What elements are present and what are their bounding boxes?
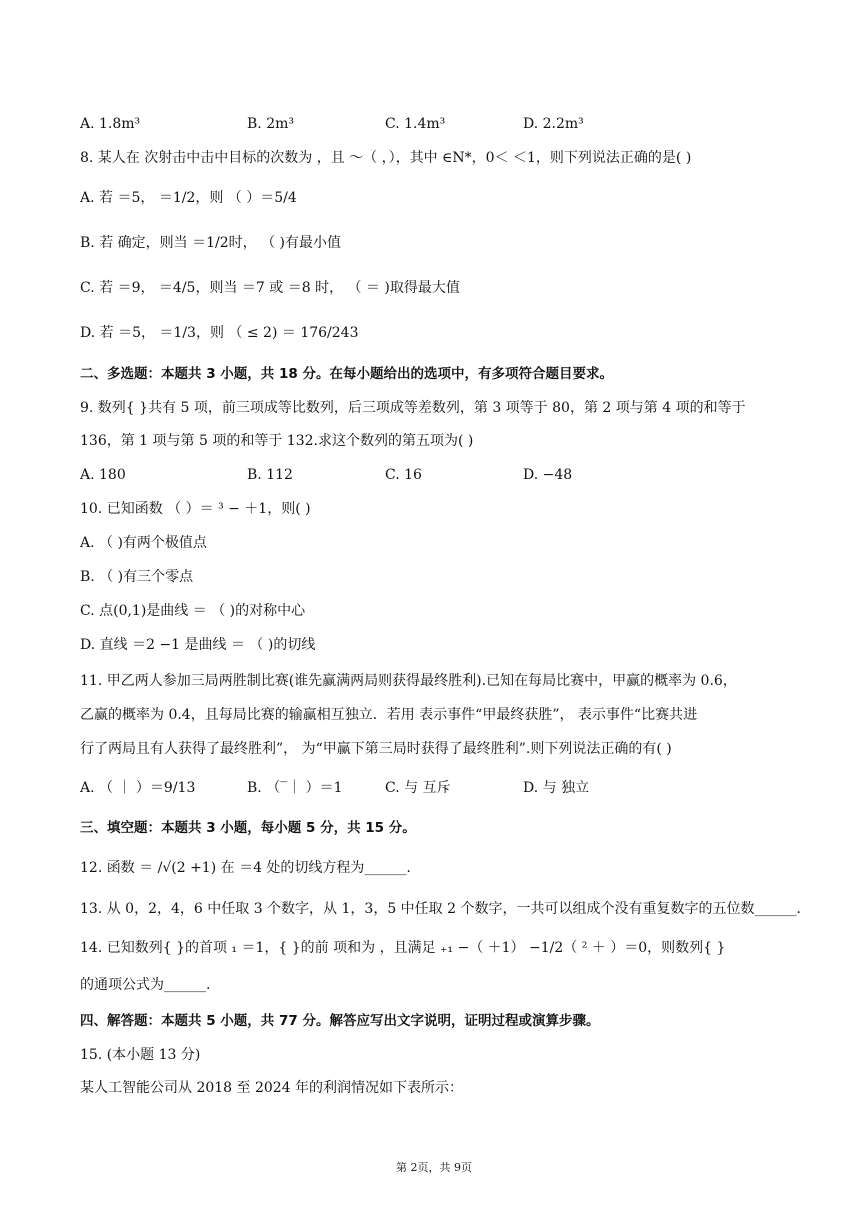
- q15-text: 某人工智能公司从 2018 至 2024 年的利润情况如下表所示：: [80, 1080, 464, 1096]
- q11-option-c: C. 与 互斥: [385, 780, 451, 796]
- q15-heading: 15. (本小题 13 分): [80, 1047, 201, 1063]
- q9-option-d: D. −48: [523, 467, 573, 483]
- q12-text: 12. 函数 ＝ /√(2 +1) 在 ＝4 处的切线方程为______.: [80, 860, 411, 876]
- q11-option-d: D. 与 独立: [523, 780, 590, 796]
- section-multiple-choice-heading: 二、多选题：本题共 3 小题，共 18 分。在每小题给出的选项中，有多项符合题目要求。: [80, 366, 613, 382]
- q11-line-3: 行了两局且有人获得了最终胜利”， 为“甲赢下第三局时获得了最终胜利”.则下列说法正确的有( ): [80, 741, 672, 757]
- q9-option-c: C. 16: [385, 467, 422, 483]
- q10-stem: 10. 已知函数 （ ）＝ ³ − ＋1，则( ): [80, 501, 311, 517]
- q10-option-a: A. （ )有两个极值点: [80, 535, 207, 551]
- q14-line-2: 的通项公式为______.: [80, 977, 211, 993]
- q9-option-a: A. 180: [80, 467, 126, 483]
- q14-line-1: 14. 已知数列{ }的首项 ₁ ＝1，{ }的前 项和为 ，且满足 ₊₁ −（ ＋1） −1/2（ ² ＋ ）＝0，则数列{ }: [80, 940, 726, 956]
- page-footer: 第 2页，共 9页: [396, 1161, 472, 1174]
- q9-line-2: 136，第 1 项与第 5 项的和等于 132.求这个数列的第五项为( ): [80, 433, 474, 449]
- q8-option-c: C. 若 ＝9， ＝4/5，则当 ＝7 或 ＝8 时， （ ＝ )取得最大值: [80, 280, 460, 296]
- q8-option-b: B. 若 确定，则当 ＝1/2时， （ )有最小值: [80, 235, 341, 251]
- q8-stem: 8. 某人在 次射击中击中目标的次数为 ，且 ～（ ，），其中 ∈N*，0＜ ＜1，则下列说法正确的是( ): [80, 150, 692, 166]
- q9-options: [80, 465, 800, 485]
- q7-option-d: D. 2.2m³: [523, 116, 584, 132]
- q8-option-d: D. 若 ＝5， ＝1/3，则 （ ≤ 2) ＝ 176/243: [80, 325, 359, 341]
- q7-option-b: B. 2m³: [247, 116, 294, 132]
- q9-line-1: 9. 数列{ }共有 5 项，前三项成等比数列，后三项成等差数列，第 3 项等于 80，第 2 项与第 4 项的和等于: [80, 400, 746, 416]
- q11-line-2: 乙赢的概率为 0.4，且每局比赛的输赢相互独立．若用 表示事件“甲最终获胜”， 表示事件“比赛共进: [80, 707, 698, 723]
- q11-option-b: B. （‾｜ ）＝1: [247, 780, 343, 796]
- q9-option-b: B. 112: [247, 467, 293, 483]
- q7-option-a: A. 1.8m³: [80, 116, 141, 132]
- q11-options: [80, 778, 800, 798]
- q7-options: [80, 114, 800, 134]
- q11-option-a: A. （ ｜ ）＝9/13: [80, 780, 196, 796]
- q10-option-d: D. 直线 ＝2 −1 是曲线 ＝ （ )的切线: [80, 637, 316, 653]
- q7-option-c: C. 1.4m³: [385, 116, 446, 132]
- section-answer-heading: 四、解答题：本题共 5 小题，共 77 分。解答应写出文字说明，证明过程或演算步骤。: [80, 1013, 600, 1029]
- q13-text: 13. 从 0，2，4，6 中任取 3 个数字，从 1，3，5 中任取 2 个数字，一共可以组成个没有重复数字的五位数______.: [80, 901, 801, 917]
- q8-option-a: A. 若 ＝5， ＝1/2，则 （ ）＝5/4: [80, 190, 297, 206]
- q10-option-b: B. （ )有三个零点: [80, 569, 194, 585]
- q10-option-c: C. 点(0,1)是曲线 ＝ （ )的对称中心: [80, 603, 306, 619]
- section-fill-in-heading: 三、填空题：本题共 3 小题，每小题 5 分，共 15 分。: [80, 820, 416, 836]
- q11-line-1: 11. 甲乙两人参加三局两胜制比赛(谁先赢满两局则获得最终胜利).已知在每局比赛中，甲赢的概率为 0.6，: [80, 673, 737, 689]
